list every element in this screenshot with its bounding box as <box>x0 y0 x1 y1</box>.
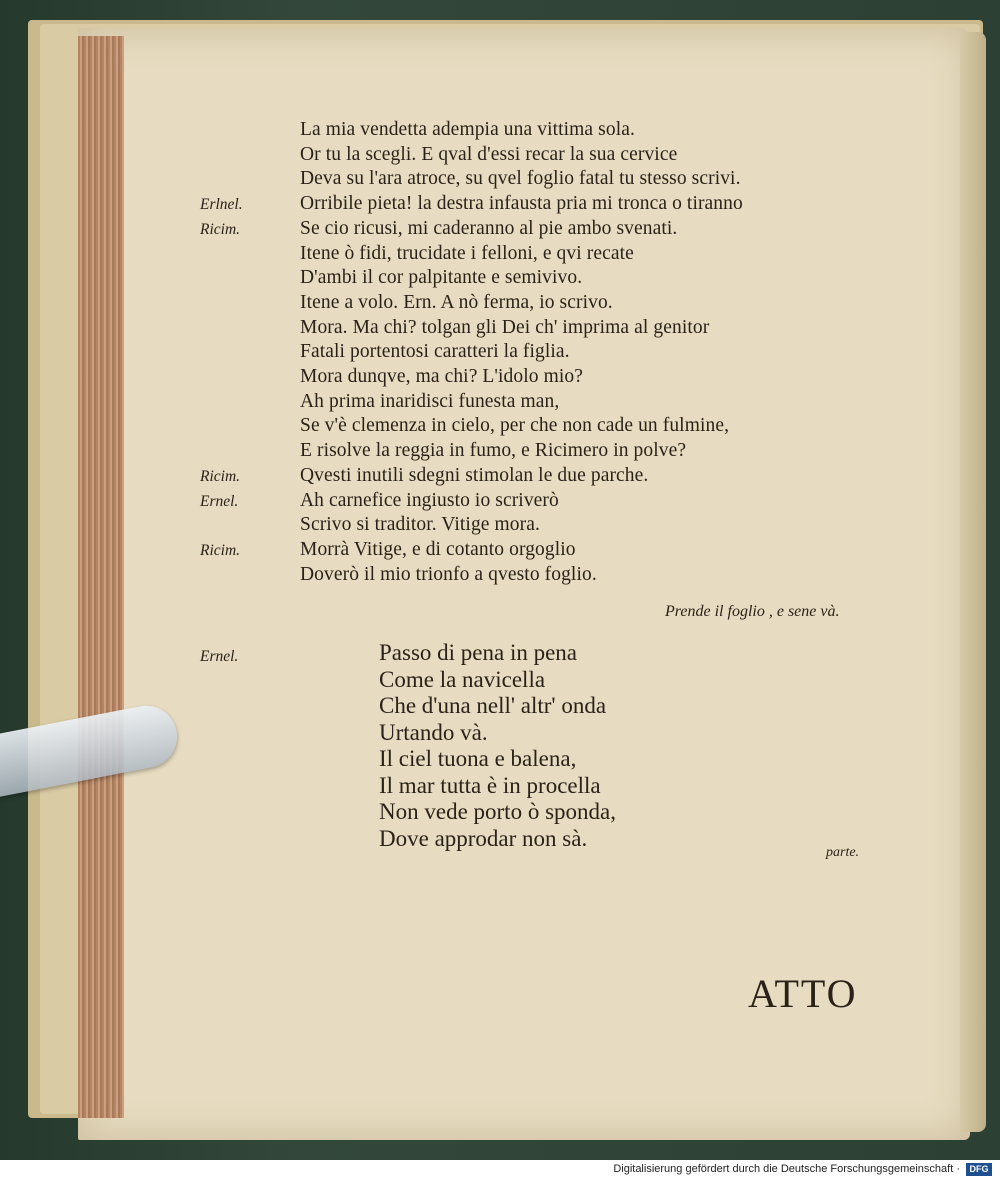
exit-note: parte. <box>826 845 860 860</box>
verse-line: E risolve la reggia in fumo, e Ricimero in polve? <box>300 440 687 462</box>
verse-line: Doverò il mio trionfo a qvesto foglio. <box>300 563 597 585</box>
speaker-label: Ricim. <box>200 541 241 559</box>
verse-line: D'ambi il cor palpitante e semivivo. <box>300 267 583 289</box>
footer-bar <box>0 1160 1000 1180</box>
dfg-logo: DFG <box>966 1163 992 1176</box>
speaker-label: Ernel. <box>200 492 239 510</box>
verse-line: Deva su l'ara atroce, su qvel foglio fatal tu stesso scrivi. <box>300 168 741 190</box>
aria-line: Dove approdar non sà. <box>379 825 588 851</box>
verse-line: Ah carnefice ingiusto io scriverò <box>300 489 559 511</box>
aria-line: Passo di pena in pena <box>379 640 578 665</box>
verse-line: Scrivo si traditor. Vitige mora. <box>300 514 540 536</box>
verse-line: Se cio ricusi, mi caderanno al pie ambo svenati. <box>300 217 678 239</box>
verse-line: Mora. Ma chi? tolgan gli Dei ch' imprima al genitor <box>300 316 710 338</box>
verse-line: Fatali portentosi caratteri la figlia. <box>300 341 570 363</box>
verse-line: Morrà Vitige, e di cotanto orgoglio <box>300 538 576 560</box>
stage-direction: Prende il foglio , e sene và. <box>665 603 840 620</box>
aria-speaker: Ernel. <box>200 648 239 665</box>
verse-line: Mora dunqve, ma chi? L'idolo mio? <box>300 366 583 387</box>
speaker-label: Ricim. <box>200 220 241 238</box>
aria-line: Urtando và. <box>379 719 488 745</box>
aria-line: Il mar tutta è in procella <box>379 772 601 798</box>
verse-line: La mia vendetta adempia una vittima sola. <box>300 119 635 140</box>
verse-line: Itene a volo. Ern. A nò ferma, io scrivo. <box>300 291 613 313</box>
verse-line: Itene ò fidi, trucidate i felloni, e qvi recate <box>300 242 634 264</box>
verse-line: Qvesti inutili sdegni stimolan le due parche. <box>300 464 649 486</box>
speaker-label: Erlnel. <box>200 196 243 214</box>
catchword: ATTO <box>748 971 858 1016</box>
verse-line: Ah prima inaridisci funesta man, <box>300 390 560 412</box>
aria-line: Come la navicella <box>379 666 546 692</box>
verse-line: Or tu la scegli. E qval d'essi recar la sua cervice <box>300 143 678 165</box>
speaker-label: Ricim. <box>200 467 241 485</box>
aria-line: Il ciel tuona e balena, <box>379 746 577 771</box>
footer-credit: Digitalisierung gefördert durch die Deutsche Forschungsgemeinschaft · <box>613 1163 960 1175</box>
aria-line: Che d'una nell' altr' onda <box>379 693 607 718</box>
aria-line: Non vede porto ò sponda, <box>379 799 616 824</box>
verse-line: Se v'è clemenza in cielo, per che non cade un fulmine, <box>300 415 730 437</box>
verse-line: Orribile pieta! la destra infausta pria mi tronca o tiranno <box>300 193 743 215</box>
